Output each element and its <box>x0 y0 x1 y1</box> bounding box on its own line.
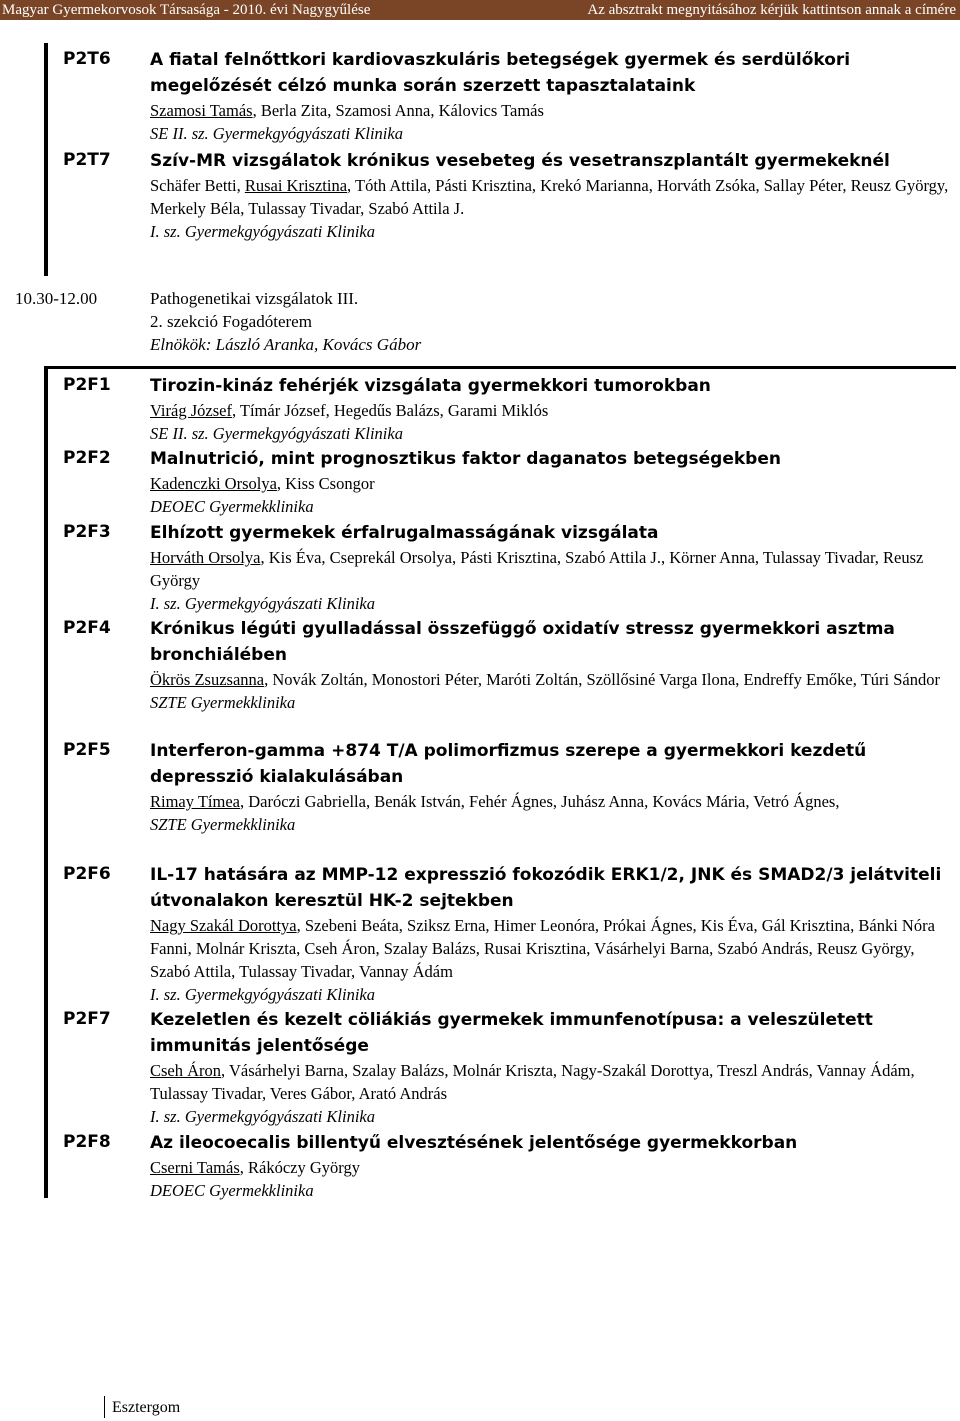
presenting-author: Cserni Tamás <box>150 1158 240 1177</box>
entry-code: P2F7 <box>63 1009 111 1029</box>
entry-title[interactable]: Az ileocoecalis billentyű elvesztésének jelentősége gyermekkorban <box>150 1133 798 1153</box>
coauthors: , Kiss Csongor <box>276 474 375 493</box>
presenting-author: Ökrös Zsuzsanna <box>150 670 265 689</box>
coauthors: , Kis Éva, Cseprekál Orsolya, Pásti Krisztina, Szabó Attila J., Körner Anna, Tulassay Tivadar, Reusz György <box>150 548 924 590</box>
entry-authors <box>150 1156 950 1179</box>
entry-institution: SZTE Gyermekklinika <box>150 693 296 712</box>
header-abstract-hint[interactable]: Az absztrakt megnyitásához kérjük kattintson annak a címére <box>587 2 956 18</box>
entry-content <box>150 1130 950 1202</box>
slot-chairs: Elnökök: László Aranka, Kovács Gábor <box>150 335 422 354</box>
entry-title[interactable]: Kezeletlen és kezelt cöliákiás gyermekek immunfenotípusa: a veleszületett immunitás jelentősége <box>150 1010 873 1056</box>
slot-meta <box>150 287 421 356</box>
entry-code: P2F2 <box>63 448 111 468</box>
presenting-author: Horváth Orsolya <box>150 548 261 567</box>
entry-authors <box>150 174 950 220</box>
coauthors: , Vásárhelyi Barna, Szalay Balázs, Molnár Kriszta, Nagy-Szakál Dorottya, Treszl András, Vannay Ádám, Tulassay Tivadar, Veres Gábor, Arató András <box>150 1061 915 1103</box>
entry-title[interactable]: Interferon-gamma +874 T/A polimorfizmus szerepe a gyermekkori kezdetű depresszió kialakulásában <box>150 741 867 787</box>
entry-title[interactable]: Krónikus légúti gyulladással összefüggő oxidatív stressz gyermekkori asztma bronchiálében <box>150 619 895 665</box>
slot-room: 2. szekció Fogadóterem <box>150 312 312 331</box>
entry-content <box>150 148 950 243</box>
page-footer <box>0 1396 960 1420</box>
coauthors: , Daróczi Gabriella, Benák István, Fehér Ágnes, Juhász Anna, Kovács Mária, Vetró Ágnes, <box>239 792 840 811</box>
entry-code: P2F8 <box>63 1132 111 1152</box>
presenting-author: Rusai Krisztina <box>244 176 348 195</box>
entry-institution: SZTE Gyermekklinika <box>150 815 296 834</box>
entry-code: P2T7 <box>63 150 111 170</box>
entry-institution: I. sz. Gyermekgyógyászati Klinika <box>150 594 375 613</box>
entry-authors <box>150 472 950 495</box>
entry-content <box>150 738 950 836</box>
coauthors: , Tímár József, Hegedűs Balázs, Garami Miklós <box>231 401 549 420</box>
entry-content <box>150 446 950 518</box>
presenting-author: Cseh Áron <box>150 1061 222 1080</box>
entry-title[interactable]: Elhízott gyermekek érfalrugalmasságának vizsgálata <box>150 523 659 543</box>
session-prev-bar <box>44 43 48 276</box>
entry-title[interactable]: Tirozin-kináz fehérjék vizsgálata gyermekkori tumorokban <box>150 376 711 396</box>
entry-institution: DEOEC Gyermekklinika <box>150 1181 314 1200</box>
entry-code: P2F1 <box>63 375 111 395</box>
entry-institution: SE II. sz. Gyermekgyógyászati Klinika <box>150 424 403 443</box>
presenting-author: Rimay Tímea <box>150 792 240 811</box>
entry-title[interactable]: Malnutrició, mint prognosztikus faktor daganatos betegségekben <box>150 449 781 469</box>
entry-title[interactable]: A fiatal felnőttkori kardiovaszkuláris betegségek gyermek és serdülőkori megelőzését célzó munka során szerzett tapasztalataink <box>150 50 851 96</box>
entry-institution: SE II. sz. Gyermekgyógyászati Klinika <box>150 124 403 143</box>
entry-content <box>150 520 950 615</box>
footer-divider <box>104 1396 105 1418</box>
entry-title[interactable]: Szív-MR vizsgálatok krónikus vesebeteg és vesetranszplantált gyermekeknél <box>150 151 890 171</box>
entry-content <box>150 47 950 145</box>
entry-authors <box>150 790 950 813</box>
entry-code: P2F5 <box>63 740 111 760</box>
entry-content <box>150 1007 950 1128</box>
entry-authors <box>150 399 950 422</box>
entry-authors <box>150 99 950 122</box>
entry-authors <box>150 546 950 592</box>
page-header-bar <box>0 0 960 20</box>
entry-authors <box>150 1059 950 1105</box>
entry-code: P2T6 <box>63 49 111 69</box>
presenting-author: Nagy Szakál Dorottya <box>150 916 297 935</box>
presenting-author: Szamosi Tamás <box>150 101 253 120</box>
presenting-author: Kadenczki Orsolya <box>150 474 277 493</box>
session-main-bar <box>44 366 48 1198</box>
coauthors: , Novák Zoltán, Monostori Péter, Maróti Zoltán, Szöllősiné Varga Ilona, Endreffy Emőke, Túri Sándor <box>264 670 940 689</box>
entry-code: P2F4 <box>63 618 111 638</box>
entry-content <box>150 862 950 1006</box>
coauthors: , Szebeni Beáta, Sziksz Erna, Himer Leonóra, Prókai Ágnes, Kis Éva, Gál Krisztina, Bánki Nóra Fanni, Molnár Kriszta, Cseh Áron, Szalay Balázs, Rusai Krisztina, Vásárhelyi Barna, Szabó András, Reusz György, Szabó Attila, Tulassay Tivadar, Vannay Ádám <box>150 916 935 981</box>
entry-code: P2F6 <box>63 864 111 884</box>
entry-institution: DEOEC Gyermekklinika <box>150 497 314 516</box>
session-divider-line <box>46 366 956 369</box>
entry-authors <box>150 914 950 983</box>
entry-title[interactable]: IL-17 hatására az MMP-12 expresszió fokozódik ERK1/2, JNK és SMAD2/3 jelátviteli útvonalakon keresztül HK-2 sejtekben <box>150 865 942 911</box>
entry-institution: I. sz. Gyermekgyógyászati Klinika <box>150 985 375 1004</box>
first-author: Schäfer Betti, <box>150 176 245 195</box>
footer-location: Esztergom <box>112 1399 181 1416</box>
slot-title: Pathogenetikai vizsgálatok III. <box>150 289 359 308</box>
coauthors: , Rákóczy György <box>239 1158 360 1177</box>
entry-code: P2F3 <box>63 522 111 542</box>
entry-authors <box>150 668 950 691</box>
entry-content <box>150 616 950 714</box>
presenting-author: Virág József <box>150 401 232 420</box>
entry-institution: I. sz. Gyermekgyógyászati Klinika <box>150 222 375 241</box>
coauthors: , Tóth Attila, Pásti Krisztina, Krekó Marianna, Horváth Zsóka, Sallay Péter, Reusz György, Merkely Béla, Tulassay Tivadar, Szabó Attila J. <box>150 176 949 218</box>
header-congress-title[interactable]: Magyar Gyermekorvosok Társasága - 2010. évi Nagygyűlése <box>2 2 371 18</box>
slot-time: 10.30-12.00 <box>15 289 98 308</box>
entry-content <box>150 373 950 445</box>
coauthors: , Berla Zita, Szamosi Anna, Kálovics Tamás <box>252 101 544 120</box>
entry-institution: I. sz. Gyermekgyógyászati Klinika <box>150 1107 375 1126</box>
